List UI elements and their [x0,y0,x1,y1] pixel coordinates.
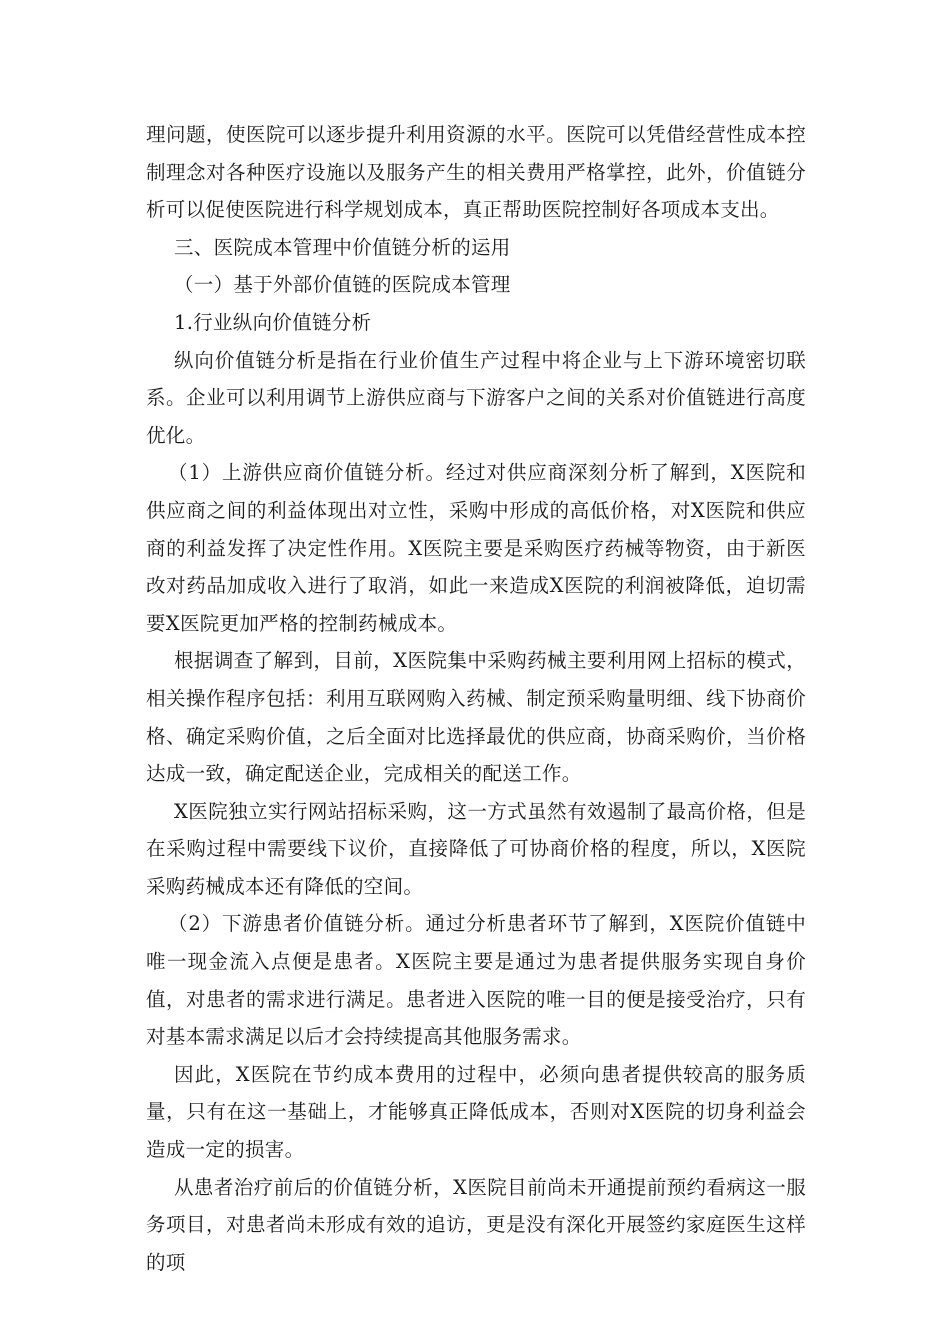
paragraph-continuation: 理问题，使医院可以逐步提升利用资源的水平。医院可以凭借经营性成本控制理念对各种医疗设施以及服务产生的相关费用严格掌控，此外，价值链分析可以促使医院进行科学规划成本，真正帮助医院控制好各项成本支出。 [146,123,806,222]
paragraph: （1）上游供应商价值链分析。经过对供应商深刻分析了解到，X医院和供应商之间的利益体现出对立性，采购中形成的高低价格，对X医院和供应商的利益发挥了决定性作用。X医院主要是采购医疗药械等物资，由于新医改对药品加成收入进行了取消，如此一来造成X医院的利润被降低，迫切需要X医院更加严格的控制药械成本。 [146,461,806,635]
paragraph: （2）下游患者价值链分析。通过分析患者环节了解到，X医院价值链中唯一现金流入点便是患者。X医院主要是通过为患者提供服务实现自身价值，对患者的需求进行满足。患者进入医院的唯一目的便是接受治疗，只有对基本需求满足以后才会持续提高其他服务需求。 [146,912,806,1049]
paragraph: X医院独立实行网站招标采购，这一方式虽然有效遏制了最高价格，但是在采购过程中需要线下议价，直接降低了可协商价格的程度，所以，X医院采购药械成本还有降低的空间。 [146,799,806,898]
section-heading: 三、医院成本管理中价值链分析的运用 [174,235,511,259]
paragraph: 因此，X医院在节约成本费用的过程中，必须向患者提供较高的服务质量，只有在这一基础上，才能够真正降低成本，否则对X医院的切身利益会造成一定的损害。 [146,1062,806,1162]
document-body [146,116,806,1281]
paragraph: 根据调查了解到，目前，X医院集中采购药械主要利用网上招标的模式，相关操作程序包括：利用互联网购入药械、制定预采购量明细、线下协商价格、确定采购价值，之后全面对比选择最优的供应商，协商采购价，当价格达成一致，确定配送企业，完成相关的配送工作。 [146,649,806,786]
paragraph: 纵向价值链分析是指在行业价值生产过程中将企业与上下游环境密切联系。企业可以利用调节上游供应商与下游客户之间的关系对价值链进行高度优化。 [146,348,806,447]
subsection-heading: （一）基于外部价值链的医院成本管理 [174,273,511,297]
paragraph: 从患者治疗前后的价值链分析，X医院目前尚未开通提前预约看病这一服务项目，对患者尚未形成有效的追访，更是没有深化开展签约家庭医生这样的项 [146,1175,806,1274]
subsubsection-heading: 1.行业纵向价值链分析 [174,310,372,334]
